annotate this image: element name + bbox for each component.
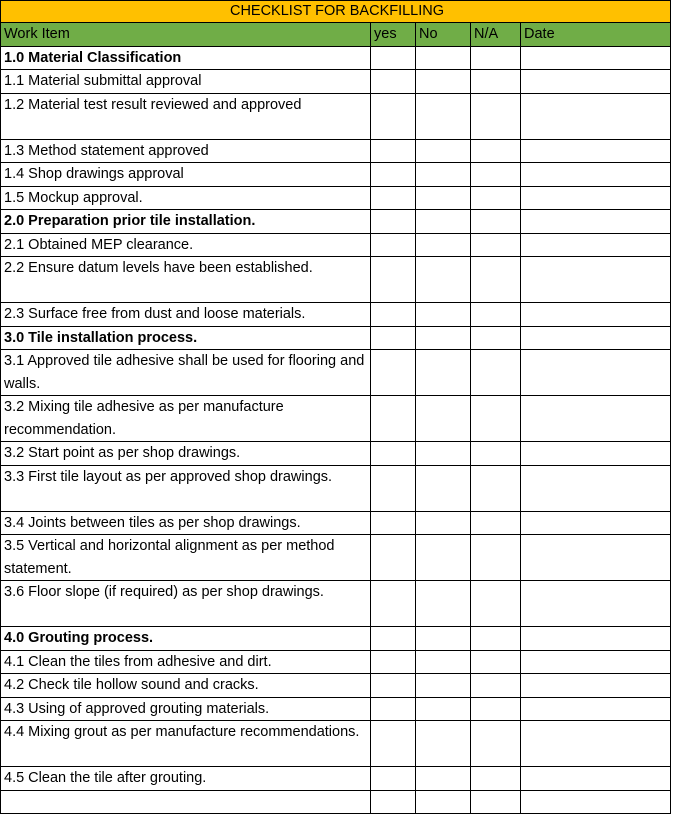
no-cell[interactable]	[416, 257, 471, 303]
work-item-cell: 3.1 Approved tile adhesive shall be used for flooring and walls.	[1, 350, 371, 396]
work-item-cell: 3.2 Start point as per shop drawings.	[1, 442, 371, 466]
date-cell[interactable]	[521, 257, 671, 303]
date-cell[interactable]	[521, 511, 671, 535]
section-row	[1, 326, 671, 350]
table-row	[1, 442, 671, 466]
table-row	[1, 139, 671, 163]
no-cell[interactable]	[416, 186, 471, 210]
no-cell[interactable]	[416, 139, 471, 163]
yes-cell[interactable]	[371, 535, 416, 581]
work-item-cell: 3.3 First tile layout as per approved shop drawings.	[1, 465, 371, 511]
yes-cell[interactable]	[371, 790, 416, 813]
na-cell[interactable]	[471, 674, 521, 698]
no-cell[interactable]	[416, 442, 471, 466]
date-cell[interactable]	[521, 627, 671, 651]
date-cell[interactable]	[521, 163, 671, 187]
date-cell[interactable]	[521, 442, 671, 466]
table-row	[1, 650, 671, 674]
date-cell[interactable]	[521, 465, 671, 511]
na-cell[interactable]	[471, 139, 521, 163]
section-row	[1, 210, 671, 234]
date-cell[interactable]	[521, 396, 671, 442]
work-item-cell: 1.1 Material submittal approval	[1, 70, 371, 94]
na-cell[interactable]	[471, 186, 521, 210]
table-row	[1, 163, 671, 187]
work-item-cell: 2.0 Preparation prior tile installation.	[1, 210, 371, 234]
na-cell[interactable]	[471, 650, 521, 674]
work-item-cell: 4.3 Using of approved grouting materials.	[1, 697, 371, 721]
date-cell[interactable]	[521, 790, 671, 813]
date-cell[interactable]	[521, 674, 671, 698]
yes-cell[interactable]	[371, 697, 416, 721]
work-item-cell: 1.2 Material test result reviewed and approved	[1, 93, 371, 139]
work-item-cell: 2.1 Obtained MEP clearance.	[1, 233, 371, 257]
date-cell[interactable]	[521, 767, 671, 791]
date-cell[interactable]	[521, 303, 671, 327]
table-row	[1, 233, 671, 257]
na-cell[interactable]	[471, 233, 521, 257]
yes-cell[interactable]	[371, 767, 416, 791]
table-row	[1, 303, 671, 327]
na-cell[interactable]	[471, 396, 521, 442]
na-cell[interactable]	[471, 697, 521, 721]
title-row	[1, 1, 671, 23]
table-row	[1, 674, 671, 698]
work-item-cell: 1.0 Material Classification	[1, 46, 371, 70]
header-work-item: Work Item	[1, 23, 371, 47]
date-cell[interactable]	[521, 186, 671, 210]
header-no: No	[416, 23, 471, 47]
no-cell[interactable]	[416, 511, 471, 535]
table-row	[1, 465, 671, 511]
yes-cell[interactable]	[371, 326, 416, 350]
header-na: N/A	[471, 23, 521, 47]
yes-cell[interactable]	[371, 465, 416, 511]
no-cell[interactable]	[416, 233, 471, 257]
table-row	[1, 257, 671, 303]
work-item-cell: 1.5 Mockup approval.	[1, 186, 371, 210]
header-date: Date	[521, 23, 671, 47]
na-cell[interactable]	[471, 257, 521, 303]
yes-cell[interactable]	[371, 233, 416, 257]
no-cell[interactable]	[416, 46, 471, 70]
no-cell[interactable]	[416, 721, 471, 767]
work-item-cell: 4.5 Clean the tile after grouting.	[1, 767, 371, 791]
no-cell[interactable]	[416, 303, 471, 327]
na-cell[interactable]	[471, 465, 521, 511]
no-cell[interactable]	[416, 650, 471, 674]
na-cell[interactable]	[471, 210, 521, 234]
na-cell[interactable]	[471, 70, 521, 94]
yes-cell[interactable]	[371, 257, 416, 303]
na-cell[interactable]	[471, 442, 521, 466]
no-cell[interactable]	[416, 396, 471, 442]
table-row	[1, 790, 671, 813]
date-cell[interactable]	[521, 581, 671, 627]
section-row	[1, 46, 671, 70]
date-cell[interactable]	[521, 139, 671, 163]
header-row	[1, 23, 671, 47]
no-cell[interactable]	[416, 535, 471, 581]
date-cell[interactable]	[521, 93, 671, 139]
work-item-cell: 3.0 Tile installation process.	[1, 326, 371, 350]
date-cell[interactable]	[521, 697, 671, 721]
checklist-title: CHECKLIST FOR BACKFILLING	[1, 1, 671, 23]
work-item-cell: 4.0 Grouting process.	[1, 627, 371, 651]
table-row	[1, 186, 671, 210]
na-cell[interactable]	[471, 581, 521, 627]
yes-cell[interactable]	[371, 674, 416, 698]
na-cell[interactable]	[471, 721, 521, 767]
table-row	[1, 511, 671, 535]
yes-cell[interactable]	[371, 163, 416, 187]
date-cell[interactable]	[521, 70, 671, 94]
yes-cell[interactable]	[371, 350, 416, 396]
yes-cell[interactable]	[371, 396, 416, 442]
date-cell[interactable]	[521, 210, 671, 234]
date-cell[interactable]	[521, 350, 671, 396]
na-cell[interactable]	[471, 350, 521, 396]
work-item-cell: 3.6 Floor slope (if required) as per shop drawings.	[1, 581, 371, 627]
table-row	[1, 535, 671, 581]
work-item-cell: 3.5 Vertical and horizontal alignment as per method statement.	[1, 535, 371, 581]
table-row	[1, 93, 671, 139]
no-cell[interactable]	[416, 163, 471, 187]
yes-cell[interactable]	[371, 581, 416, 627]
table-row	[1, 70, 671, 94]
na-cell[interactable]	[471, 767, 521, 791]
yes-cell[interactable]	[371, 70, 416, 94]
work-item-cell: 2.3 Surface free from dust and loose materials.	[1, 303, 371, 327]
na-cell[interactable]	[471, 303, 521, 327]
no-cell[interactable]	[416, 674, 471, 698]
na-cell[interactable]	[471, 163, 521, 187]
table-row	[1, 767, 671, 791]
date-cell[interactable]	[521, 326, 671, 350]
work-item-cell: 4.1 Clean the tiles from adhesive and dirt.	[1, 650, 371, 674]
no-cell[interactable]	[416, 210, 471, 234]
na-cell[interactable]	[471, 93, 521, 139]
yes-cell[interactable]	[371, 627, 416, 651]
no-cell[interactable]	[416, 350, 471, 396]
na-cell[interactable]	[471, 627, 521, 651]
date-cell[interactable]	[521, 721, 671, 767]
yes-cell[interactable]	[371, 511, 416, 535]
yes-cell[interactable]	[371, 46, 416, 70]
table-row	[1, 721, 671, 767]
no-cell[interactable]	[416, 581, 471, 627]
no-cell[interactable]	[416, 326, 471, 350]
yes-cell[interactable]	[371, 210, 416, 234]
yes-cell[interactable]	[371, 721, 416, 767]
header-yes: yes	[371, 23, 416, 47]
yes-cell[interactable]	[371, 442, 416, 466]
na-cell[interactable]	[471, 46, 521, 70]
yes-cell[interactable]	[371, 186, 416, 210]
work-item-cell: 1.3 Method statement approved	[1, 139, 371, 163]
table-row	[1, 697, 671, 721]
na-cell[interactable]	[471, 790, 521, 813]
work-item-cell: 4.4 Mixing grout as per manufacture recommendations.	[1, 721, 371, 767]
no-cell[interactable]	[416, 767, 471, 791]
yes-cell[interactable]	[371, 650, 416, 674]
date-cell[interactable]	[521, 650, 671, 674]
table-row	[1, 396, 671, 442]
no-cell[interactable]	[416, 790, 471, 813]
no-cell[interactable]	[416, 627, 471, 651]
table-row	[1, 581, 671, 627]
no-cell[interactable]	[416, 697, 471, 721]
work-item-cell: 1.4 Shop drawings approval	[1, 163, 371, 187]
section-row	[1, 627, 671, 651]
date-cell[interactable]	[521, 535, 671, 581]
work-item-cell: 3.2 Mixing tile adhesive as per manufacture recommendation.	[1, 396, 371, 442]
work-item-cell: 3.4 Joints between tiles as per shop drawings.	[1, 511, 371, 535]
work-item-cell: 2.2 Ensure datum levels have been established.	[1, 257, 371, 303]
date-cell[interactable]	[521, 233, 671, 257]
no-cell[interactable]	[416, 93, 471, 139]
no-cell[interactable]	[416, 70, 471, 94]
yes-cell[interactable]	[371, 303, 416, 327]
yes-cell[interactable]	[371, 139, 416, 163]
work-item-cell	[1, 790, 371, 813]
na-cell[interactable]	[471, 326, 521, 350]
table-row	[1, 350, 671, 396]
yes-cell[interactable]	[371, 93, 416, 139]
no-cell[interactable]	[416, 465, 471, 511]
date-cell[interactable]	[521, 46, 671, 70]
na-cell[interactable]	[471, 535, 521, 581]
work-item-cell: 4.2 Check tile hollow sound and cracks.	[1, 674, 371, 698]
na-cell[interactable]	[471, 511, 521, 535]
